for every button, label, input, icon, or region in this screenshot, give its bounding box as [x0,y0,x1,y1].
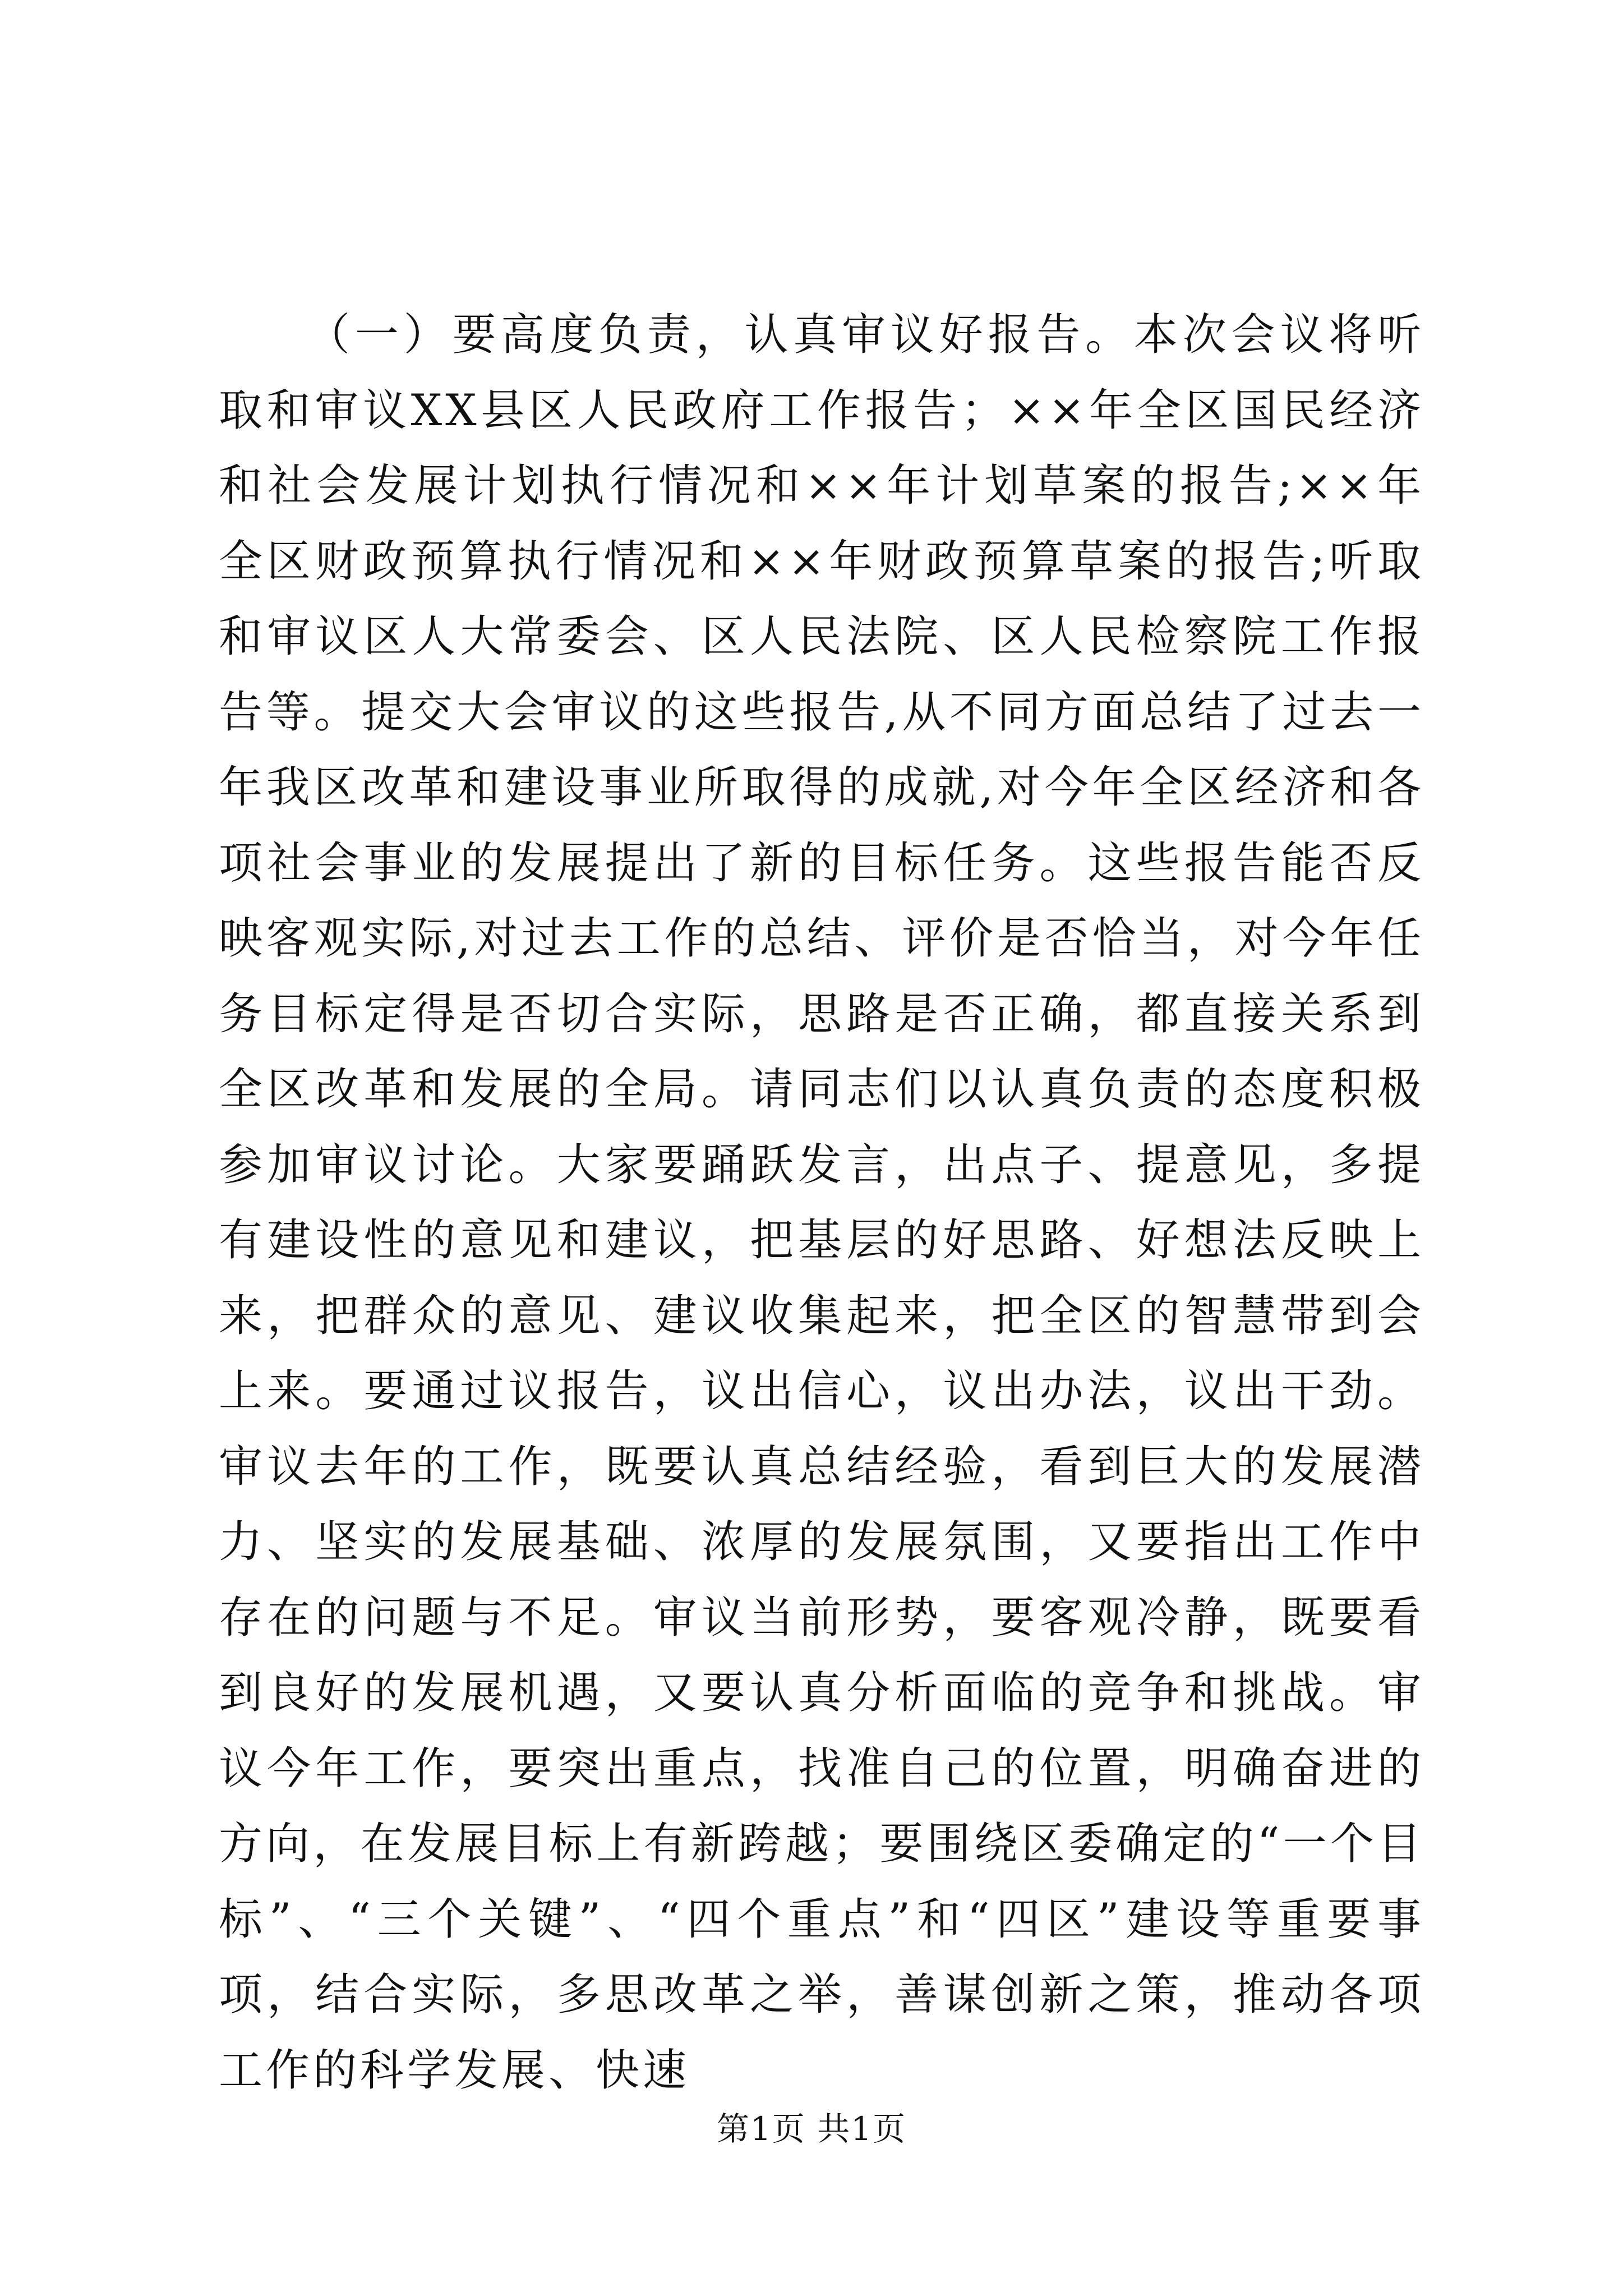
body-paragraph: （一）要高度负责，认真审议好报告。本次会议将听取和审议XX县区人民政府工作报告；××年全区国民经济和社会发展计划执行情况和××年计划草案的报告;××年全区财政预算执行情况和××年财政预算草案的报告;听取和审议区人大常委会、区人民法院、区人民检察院工作报告等。提交大会审议的这些报告,从不同方面总结了过去一年我区改革和建设事业所取得的成就,对今年全区经济和各项社会事业的发展提出了新的目标任务。这些报告能否反映客观实际,对过去工作的总结、评价是否恰当，对今年任务目标定得是否切合实际，思路是否正确，都直接关系到全区改革和发展的全局。请同志们以认真负责的态度积极参加审议讨论。大家要踊跃发言，出点子、提意见，多提有建设性的意见和建议，把基层的好思路、好想法反映上来，把群众的意见、建议收集起来，把全区的智慧带到会上来。要通过议报告，议出信心，议出办法，议出干劲。审议去年的工作，既要认真总结经验，看到巨大的发展潜力、坚实的发展基础、浓厚的发展氛围，又要指出工作中存在的问题与不足。审议当前形势，要客观冷静，既要看到良好的发展机遇，又要认真分析面临的竞争和挑战。审议今年工作，要突出重点，找准自己的位置，明确奋进的方向，在发展目标上有新跨越；要围绕区委确定的“一个目标”、“三个关键”、“四个重点”和“四区”建设等重要事项，结合实际，多思改革之举，善谋创新之策，推动各项工作的科学发展、快速 [219,310,1424,2096]
page-footer: 第1页 共1页 [716,2110,907,2148]
